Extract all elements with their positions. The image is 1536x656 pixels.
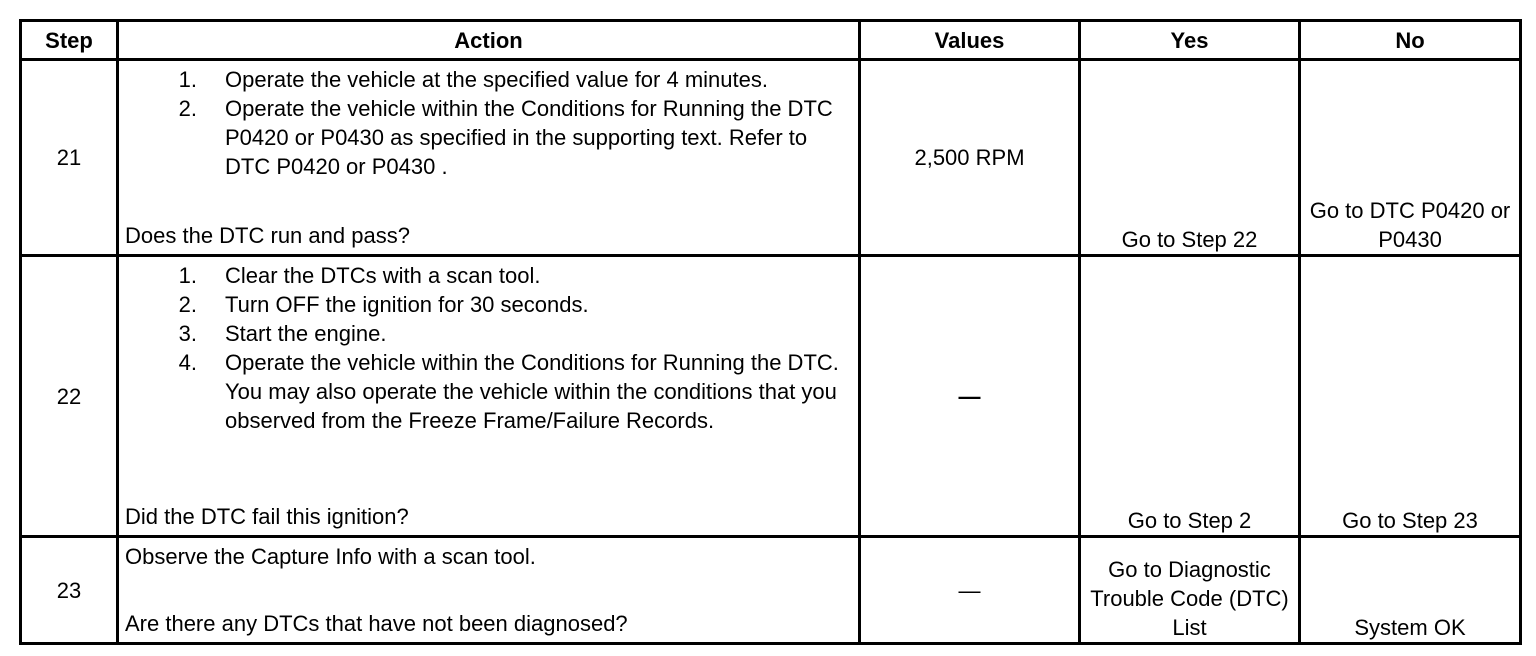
step-number: 22 (21, 256, 118, 537)
step-item-number: 2. (178, 292, 197, 317)
values-cell: — (860, 537, 1080, 644)
no-cell: Go to Step 23 (1300, 256, 1521, 537)
yes-cell: Go to Step 2 (1080, 256, 1300, 537)
table-row-step-23 (21, 537, 1521, 644)
step-item-text: Operate the vehicle at the specified value for 4 minutes. (225, 67, 768, 92)
step-item-text: Start the engine. (225, 321, 387, 346)
action-step-item (125, 94, 852, 181)
action-step-item (125, 290, 852, 319)
header-yes: Yes (1080, 21, 1300, 60)
table-row-step-22 (21, 256, 1521, 537)
step-item-number: 3. (178, 321, 197, 346)
step-item-number: 2. (178, 96, 197, 121)
action-step-item (125, 65, 852, 94)
values-cell: 2,500 RPM (860, 60, 1080, 256)
step-item-text: Clear the DTCs with a scan tool. (225, 263, 541, 288)
header-no: No (1300, 21, 1521, 60)
action-step-item (125, 319, 852, 348)
action-steps (125, 261, 852, 435)
no-cell: Go to DTC P0420 or P0430 (1300, 60, 1521, 256)
action-cell (118, 537, 860, 644)
step-item-text: Operate the vehicle within the Conditions for Running the DTC P0420 or P0430 as specified in the supporting text. Refer to DTC P0420 or P0430 . (225, 96, 833, 179)
header-action: Action (118, 21, 860, 60)
step-item-text: Operate the vehicle within the Conditions for Running the DTC. You may also operate the vehicle within the conditions that you observed from the Freeze Frame/Failure Records. (225, 350, 839, 433)
no-cell: System OK (1300, 537, 1521, 644)
step-item-number: 4. (178, 350, 197, 375)
step-item-text: Turn OFF the ignition for 30 seconds. (225, 292, 589, 317)
action-cell (118, 60, 860, 256)
values-cell: — (860, 256, 1080, 537)
header-row (21, 21, 1521, 60)
action-steps (125, 65, 852, 181)
action-step-item (125, 348, 852, 435)
header-values: Values (860, 21, 1080, 60)
step-number: 23 (21, 537, 118, 644)
table-row-step-21 (21, 60, 1521, 256)
action-step-item (125, 261, 852, 290)
yes-cell: Go to Diagnostic Trouble Code (DTC) List (1080, 537, 1300, 644)
action-question: Are there any DTCs that have not been diagnosed? (125, 611, 628, 636)
action-instruction: Observe the Capture Info with a scan tool. (125, 544, 536, 569)
yes-cell: Go to Step 22 (1080, 60, 1300, 256)
action-question: Did the DTC fail this ignition? (125, 504, 409, 529)
diagnostic-table (19, 19, 1522, 645)
header-step: Step (21, 21, 118, 60)
action-question: Does the DTC run and pass? (125, 223, 410, 248)
step-number: 21 (21, 60, 118, 256)
step-item-number: 1. (178, 263, 197, 288)
step-item-number: 1. (178, 67, 197, 92)
action-cell (118, 256, 860, 537)
